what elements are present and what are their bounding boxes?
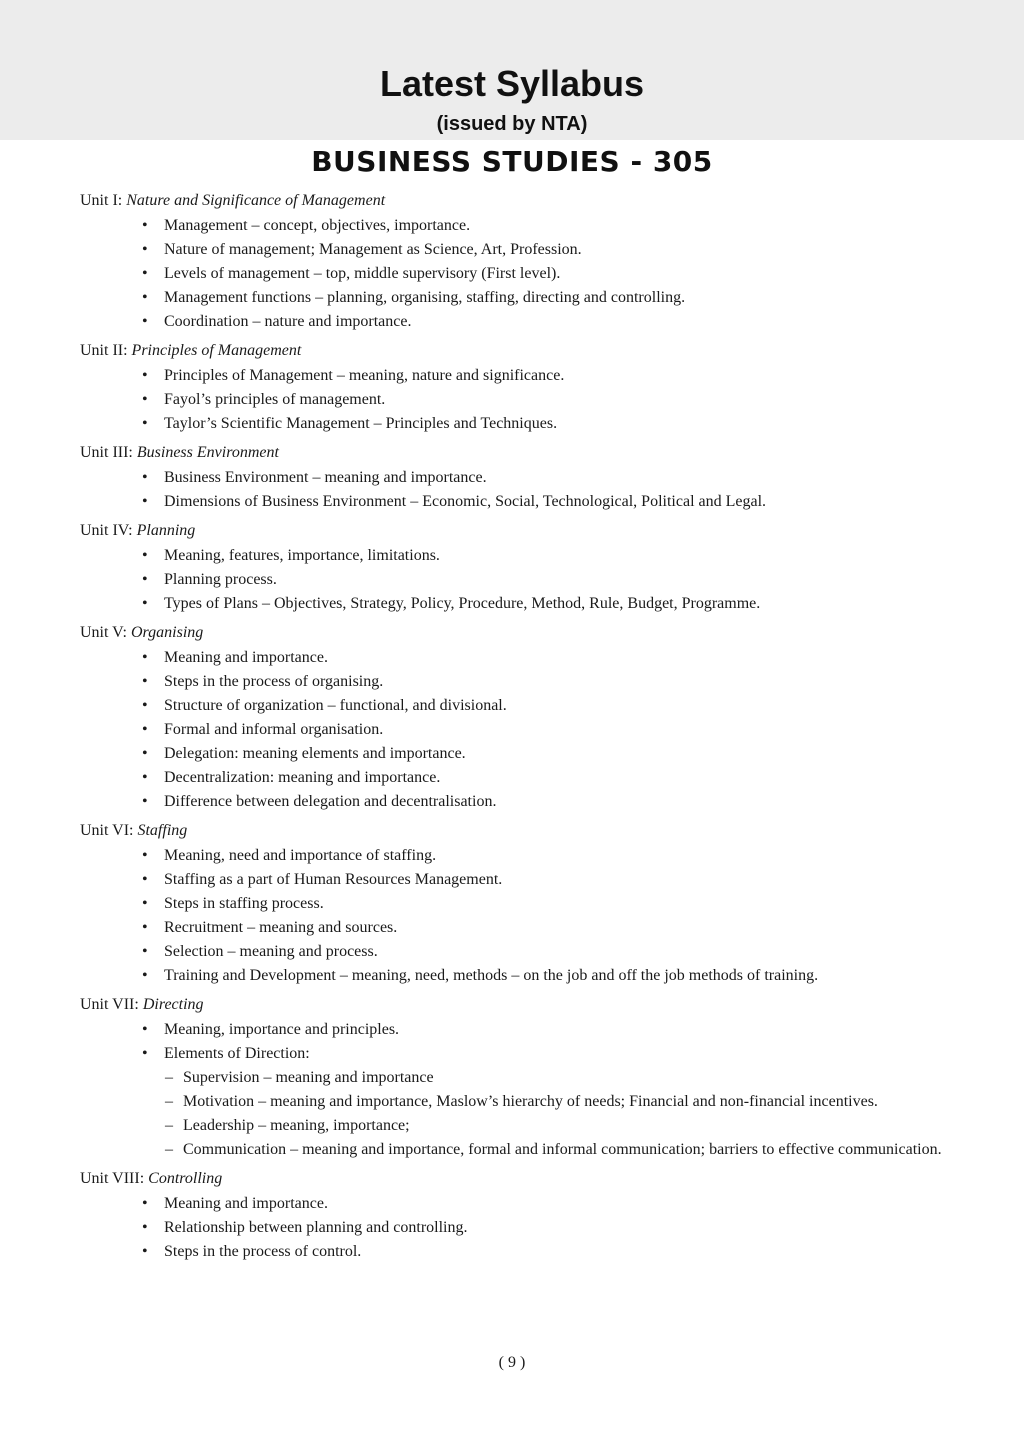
list-item-text: Meaning, features, importance, limitations. [164,547,440,564]
list-item-text: Meaning and importance. [164,1195,328,1212]
list-item-text: Coordination – nature and importance. [164,313,412,330]
list-item [142,744,946,764]
bullet-icon: • [142,1045,148,1062]
list-item-text: Business Environment – meaning and importance. [164,469,487,486]
topic-list [80,468,946,512]
unit-section [80,340,946,434]
unit-heading [80,442,946,464]
bullet-icon: • [142,547,148,564]
bullet-icon: • [142,1243,148,1260]
unit-section [80,1168,946,1262]
bullet-icon: • [142,391,148,408]
list-item [142,468,946,488]
list-item-text: Dimensions of Business Environment – Economic, Social, Technological, Political and Legal. [164,493,767,510]
topic-list [80,1194,946,1262]
bullet-icon: • [142,697,148,714]
bullet-icon: • [142,415,148,432]
bullet-icon: • [142,367,148,384]
bullet-icon: • [142,1219,148,1236]
list-item-text: Meaning, importance and principles. [164,1021,400,1038]
topic-list [80,648,946,812]
unit-name: Nature and Significance of Management [126,192,386,209]
unit-heading [80,994,946,1016]
bullet-icon: • [142,217,148,234]
unit-section [80,994,946,1160]
list-item [142,870,946,890]
list-item [142,768,946,788]
bullet-icon: • [142,967,148,984]
bullet-icon: • [142,265,148,282]
list-item [142,1044,946,1064]
bullet-icon: • [142,847,148,864]
list-item-text: Decentralization: meaning and importance. [164,769,441,786]
sub-list-item [140,1068,946,1088]
unit-heading [80,622,946,644]
list-item-text: Nature of management; Management as Science, Art, Profession. [164,241,582,258]
syllabus-content [80,190,946,1266]
unit-label: Unit VII: [80,996,139,1013]
list-item-text: Management functions – planning, organising, staffing, directing and controlling. [164,289,686,306]
unit-name: Organising [130,624,204,641]
list-item [142,966,946,986]
topic-list [80,846,946,986]
bullet-icon: • [142,1021,148,1038]
unit-section [80,622,946,812]
sub-list-item-text: Supervision – meaning and importance [183,1069,434,1086]
list-item-text: Structure of organization – functional, and divisional. [164,697,507,714]
bullet-icon: • [142,493,148,510]
list-item-text: Selection – meaning and process. [164,943,378,960]
list-item [142,648,946,668]
list-item-text: Formal and informal organisation. [164,721,384,738]
bullet-icon: • [142,895,148,912]
unit-heading [80,190,946,212]
unit-label: Unit II: [80,342,128,359]
list-item [142,1242,946,1262]
list-item [142,894,946,914]
bullet-icon: • [142,673,148,690]
unit-label: Unit V: [80,624,127,641]
dash-icon: – [165,1069,173,1086]
unit-name: Controlling [148,1170,223,1187]
unit-section [80,190,946,332]
bullet-icon: • [142,289,148,306]
unit-section [80,820,946,986]
list-item [142,1218,946,1238]
list-item-text: Taylor’s Scientific Management – Principles and Techniques. [164,415,558,432]
list-item-text: Steps in the process of control. [164,1243,362,1260]
page-subtitle: (issued by NTA) [436,113,588,135]
list-item [142,390,946,410]
unit-heading [80,520,946,542]
list-item-text: Planning process. [164,571,277,588]
list-item-text: Relationship between planning and controlling. [164,1219,468,1236]
list-item [142,414,946,434]
bullet-icon: • [142,919,148,936]
dash-icon: – [165,1141,173,1158]
unit-heading [80,820,946,842]
list-item-text: Meaning, need and importance of staffing. [164,847,437,864]
list-item [142,264,946,284]
unit-name: Principles of Management [131,342,302,359]
unit-heading [80,340,946,362]
list-item-text: Recruitment – meaning and sources. [164,919,398,936]
unit-label: Unit IV: [80,522,133,539]
unit-name: Staffing [137,822,188,839]
topic-list [80,216,946,332]
list-item [142,1020,946,1040]
topic-list [80,366,946,434]
list-item [142,720,946,740]
list-item [142,1194,946,1214]
list-item [142,696,946,716]
unit-label: Unit VIII: [80,1170,145,1187]
list-item-text: Staffing as a part of Human Resources Management. [164,871,503,888]
list-item-text: Management – concept, objectives, importance. [164,217,471,234]
list-item [142,288,946,308]
unit-heading [80,1168,946,1190]
unit-label: Unit III: [80,444,133,461]
subject-title: BUSINESS STUDIES - 305 [311,145,713,178]
list-item [142,492,946,512]
unit-section [80,520,946,614]
page-title: Latest Syllabus [379,63,645,104]
sub-list-item [140,1116,946,1136]
bullet-icon: • [142,943,148,960]
bullet-icon: • [142,595,148,612]
list-item-text: Principles of Management – meaning, nature and significance. [164,367,565,384]
dash-icon: – [165,1117,173,1134]
bullet-icon: • [142,241,148,258]
list-item [142,918,946,938]
sub-list-item [140,1140,946,1160]
list-item-text: Delegation: meaning elements and importance. [164,745,466,762]
list-item [142,366,946,386]
dash-icon: – [165,1093,173,1110]
list-item [142,672,946,692]
unit-name: Planning [136,522,196,539]
bullet-icon: • [142,793,148,810]
bullet-icon: • [142,313,148,330]
list-item-text: Fayol’s principles of management. [164,391,386,408]
unit-name: Directing [142,996,204,1013]
list-item-text: Meaning and importance. [164,649,328,666]
bullet-icon: • [142,1195,148,1212]
sub-list-item-text: Communication – meaning and importance, formal and informal communication; barriers to effective communication. [183,1141,942,1158]
list-item [142,240,946,260]
bullet-icon: • [142,649,148,666]
bullet-icon: • [142,571,148,588]
unit-label: Unit VI: [80,822,134,839]
sub-list-item-text: Leadership – meaning, importance; [183,1117,410,1134]
list-item [142,846,946,866]
sub-topic-list [80,1068,946,1160]
list-item [142,216,946,236]
bullet-icon: • [142,769,148,786]
topic-list [80,546,946,614]
list-item-text: Elements of Direction: [164,1045,310,1062]
bullet-icon: • [142,745,148,762]
unit-label: Unit I: [80,192,123,209]
list-item-text: Types of Plans – Objectives, Strategy, Policy, Procedure, Method, Rule, Budget, Programme. [164,595,761,612]
bullet-icon: • [142,871,148,888]
page-number: ( 9 ) [498,1354,526,1371]
topic-list [80,1020,946,1064]
list-item [142,594,946,614]
list-item-text: Levels of management – top, middle supervisory (First level). [164,265,561,282]
list-item [142,312,946,332]
sub-list-item-text: Motivation – meaning and importance, Maslow’s hierarchy of needs; Financial and non-financial incentives. [183,1093,878,1110]
list-item-text: Difference between delegation and decentralisation. [164,793,497,810]
list-item-text: Training and Development – meaning, need, methods – on the job and off the job methods of training. [164,967,819,984]
list-item-text: Steps in staffing process. [164,895,324,912]
list-item [142,546,946,566]
bullet-icon: • [142,721,148,738]
list-item [142,942,946,962]
bullet-icon: • [142,469,148,486]
sub-list-item [140,1092,946,1112]
unit-name: Business Environment [136,444,279,461]
list-item-text: Steps in the process of organising. [164,673,384,690]
unit-section [80,442,946,512]
list-item [142,570,946,590]
list-item [142,792,946,812]
